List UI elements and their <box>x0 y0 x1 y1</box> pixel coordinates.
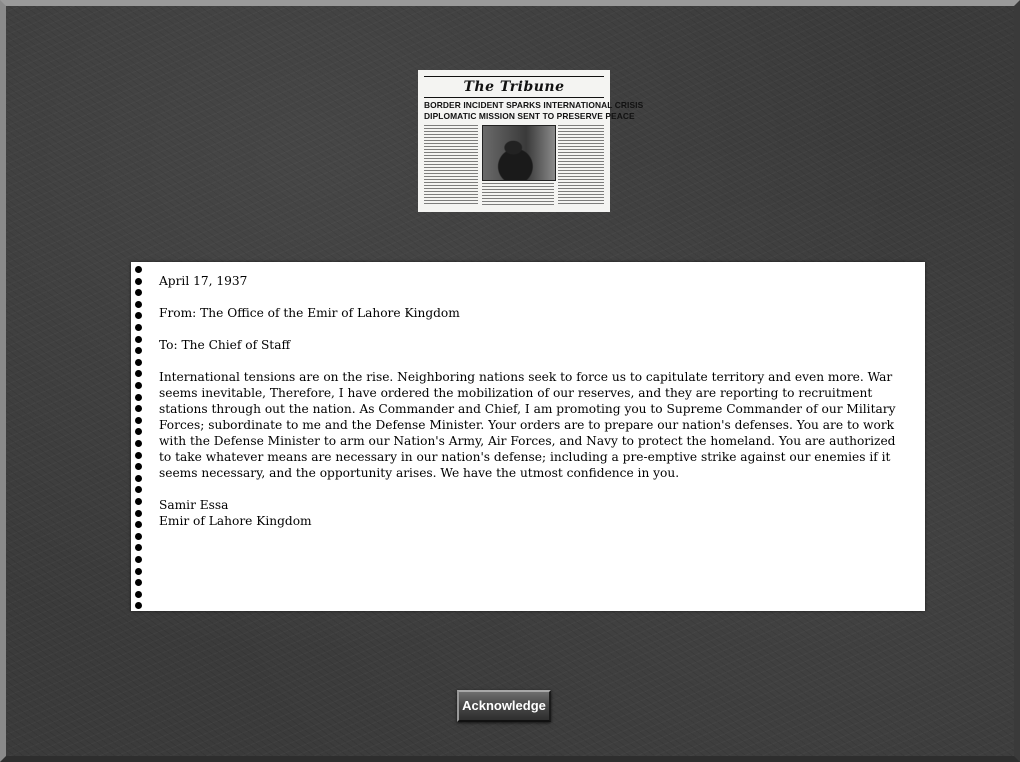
binder-hole <box>135 324 142 331</box>
newspaper-headline-2: DIPLOMATIC MISSION SENT TO PRESERVE PEACE <box>424 111 635 121</box>
binder-hole <box>135 382 142 389</box>
binder-hole <box>135 440 142 447</box>
binder-hole <box>135 336 142 343</box>
binder-holes <box>135 266 145 611</box>
binder-hole <box>135 498 142 505</box>
newspaper-image <box>418 70 644 212</box>
binder-hole <box>135 428 142 435</box>
binder-hole <box>135 463 142 470</box>
letter-body: International tensions are on the rise. Neighboring nations seek to force us to capitulate territory and even more. War seems inevitable, Therefore, I have ordered the mobilization of our reserves, and they are reporting to recruitment stations through out the nation. As Commander and Chief, I am promoting you to Supreme Commander of our Military Forces; subordinate to me and the Defense Minister. Your orders are to prepare our nation's defenses. You are to work with the Defense Minister to arm our Nation's Army, Air Forces, and Navy to protect the homeland. You are authorized to take whatever means are necessary in our nation's defense; including a pre-emptive strike against our enemies if it seems necessary, and the opportunity arises. We have the utmost confidence in you. <box>159 370 896 480</box>
binder-hole <box>135 579 142 586</box>
binder-hole <box>135 417 142 424</box>
binder-hole <box>135 486 142 493</box>
letter-date: April 17, 1937 <box>159 274 248 288</box>
binder-hole <box>135 301 142 308</box>
binder-hole <box>135 602 142 609</box>
letter-paper <box>131 262 925 611</box>
binder-hole <box>135 405 142 412</box>
binder-hole <box>135 289 142 296</box>
signature-title: Emir of Lahore Kingdom <box>159 514 312 528</box>
newspaper-title: The Tribune <box>463 79 565 95</box>
binder-hole <box>135 568 142 575</box>
letter-text <box>159 273 904 529</box>
binder-hole <box>135 278 142 285</box>
binder-hole <box>135 510 142 517</box>
binder-hole <box>135 452 142 459</box>
binder-hole <box>135 266 142 273</box>
binder-hole <box>135 533 142 540</box>
binder-hole <box>135 556 142 563</box>
binder-hole <box>135 544 142 551</box>
acknowledge-button[interactable]: Acknowledge <box>457 690 551 722</box>
newspaper-headline-1: BORDER INCIDENT SPARKS INTERNATIONAL CRISIS <box>424 100 644 110</box>
letter-from: From: The Office of the Emir of Lahore Kingdom <box>159 306 460 320</box>
newspaper-rule-bottom <box>424 97 604 98</box>
newspaper-column <box>482 183 554 205</box>
letter-to: To: The Chief of Staff <box>159 338 291 352</box>
binder-hole <box>135 521 142 528</box>
binder-hole <box>135 591 142 598</box>
newspaper-column <box>424 125 478 205</box>
binder-hole <box>135 312 142 319</box>
newspaper-photo <box>482 125 556 181</box>
binder-hole <box>135 394 142 401</box>
binder-hole <box>135 347 142 354</box>
binder-hole <box>135 359 142 366</box>
signature-name: Samir Essa <box>159 498 229 512</box>
binder-hole <box>135 475 142 482</box>
binder-hole <box>135 370 142 377</box>
newspaper-body <box>424 125 604 205</box>
newspaper-column <box>558 125 604 205</box>
newspaper-rule-top <box>424 76 604 77</box>
